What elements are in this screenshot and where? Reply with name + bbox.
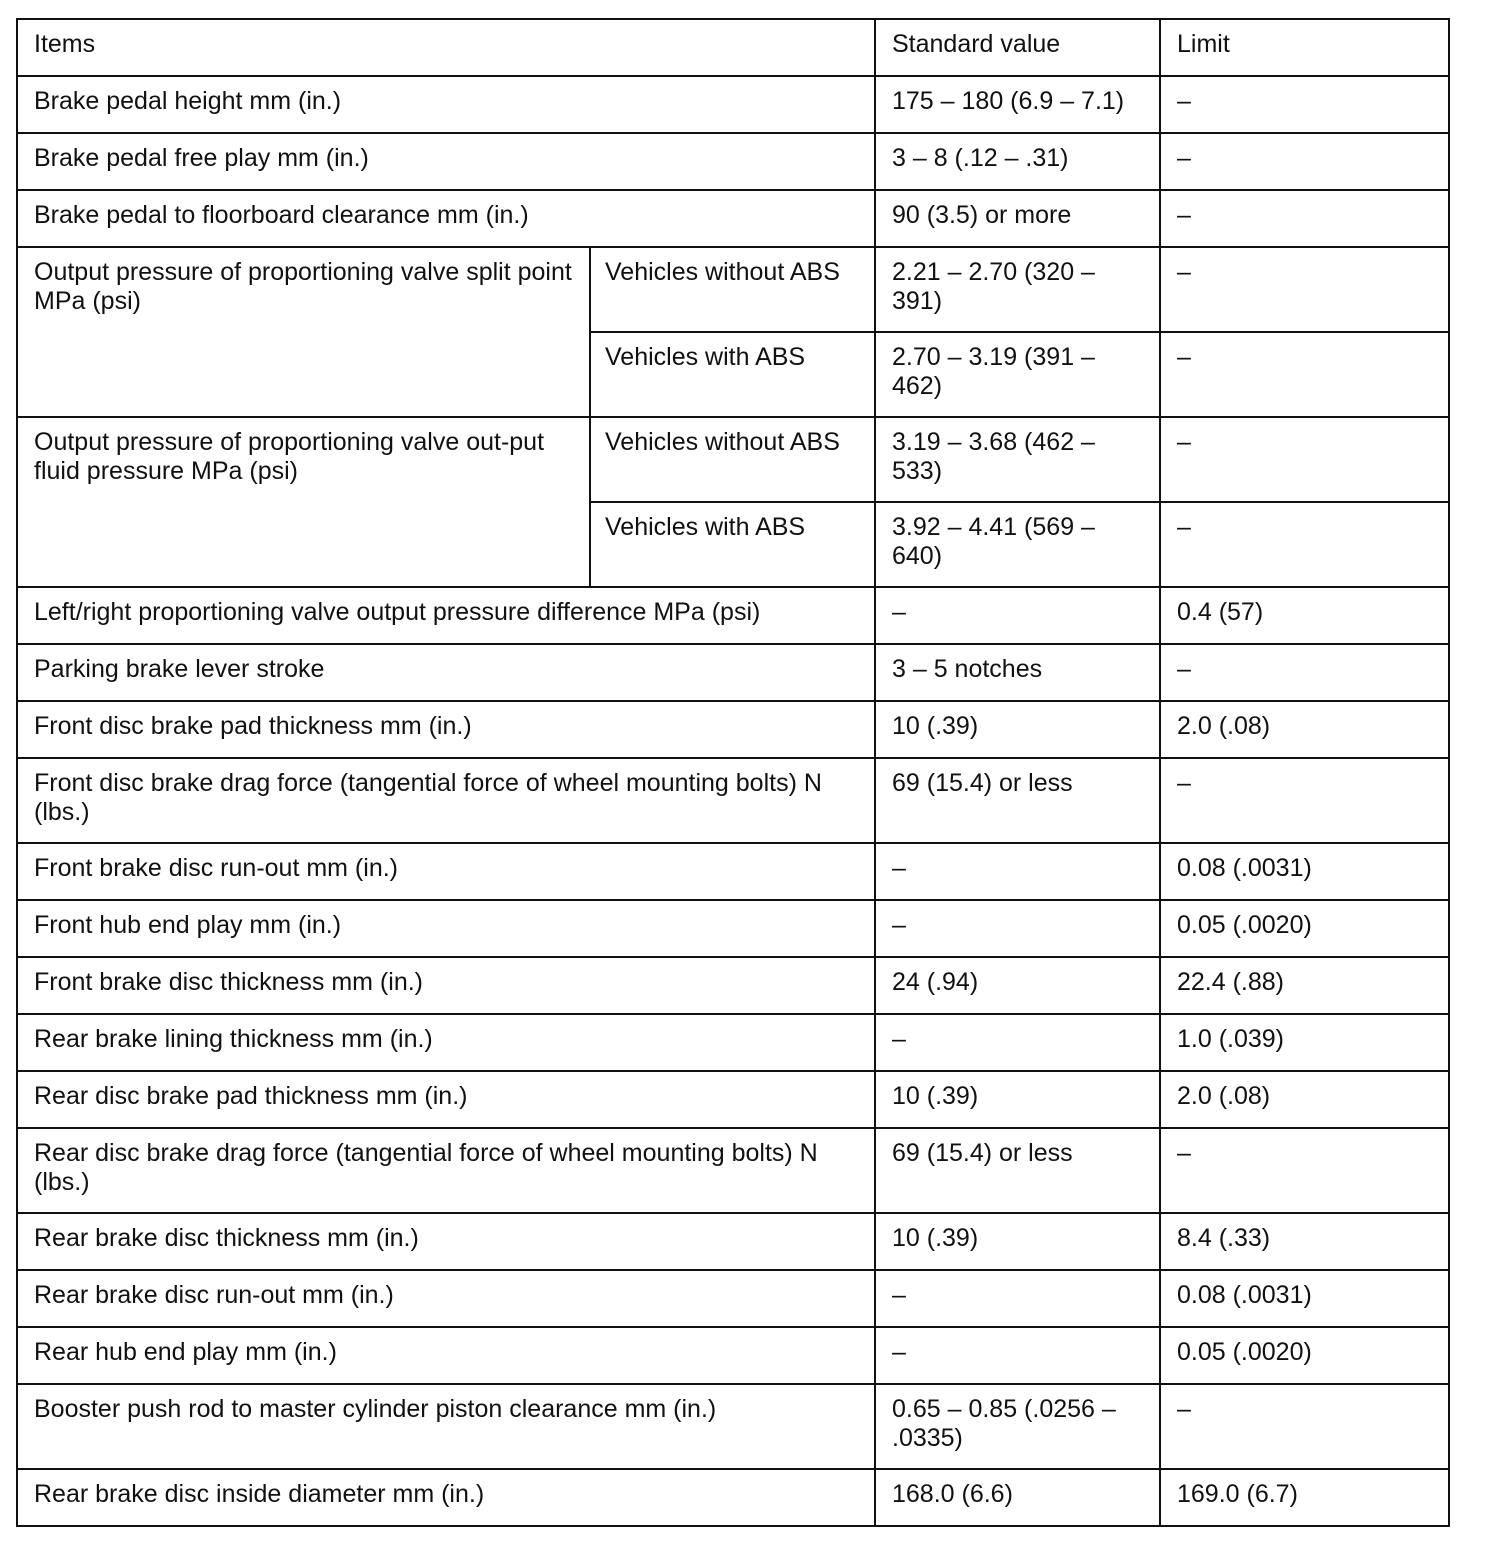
header-limit: Limit — [1160, 19, 1449, 76]
limit-cell: – — [1160, 644, 1449, 701]
header-row — [17, 19, 1449, 76]
standard-value-cell: 90 (3.5) or more — [875, 190, 1160, 247]
limit-cell: 0.08 (.0031) — [1160, 843, 1449, 900]
item-cell: Front brake disc run-out mm (in.) — [17, 843, 875, 900]
table-row — [17, 190, 1449, 247]
table-row — [17, 133, 1449, 190]
item-cell: Rear brake disc thickness mm (in.) — [17, 1213, 875, 1270]
item-cell: Rear brake disc inside diameter mm (in.) — [17, 1469, 875, 1526]
limit-cell: – — [1160, 417, 1449, 502]
item-cell: Rear brake lining thickness mm (in.) — [17, 1014, 875, 1071]
table-row — [17, 758, 1449, 843]
limit-cell: 1.0 (.039) — [1160, 1014, 1449, 1071]
item-cell: Rear brake disc run-out mm (in.) — [17, 1270, 875, 1327]
condition-cell: Vehicles without ABS — [590, 417, 875, 502]
standard-value-cell: 2.70 – 3.19 (391 – 462) — [875, 332, 1160, 417]
table-row — [17, 1469, 1449, 1526]
table-row — [17, 587, 1449, 644]
item-cell: Brake pedal height mm (in.) — [17, 76, 875, 133]
limit-cell: 2.0 (.08) — [1160, 1071, 1449, 1128]
limit-cell: – — [1160, 1128, 1449, 1213]
limit-cell: – — [1160, 247, 1449, 332]
standard-value-cell: 3 – 5 notches — [875, 644, 1160, 701]
standard-value-cell: 0.65 – 0.85 (.0256 – .0335) — [875, 1384, 1160, 1469]
standard-value-cell: – — [875, 1270, 1160, 1327]
limit-cell: – — [1160, 332, 1449, 417]
item-cell: Front disc brake pad thickness mm (in.) — [17, 701, 875, 758]
standard-value-cell: 3 – 8 (.12 – .31) — [875, 133, 1160, 190]
limit-cell: 0.05 (.0020) — [1160, 900, 1449, 957]
item-cell: Brake pedal free play mm (in.) — [17, 133, 875, 190]
limit-cell: 0.05 (.0020) — [1160, 1327, 1449, 1384]
table-row — [17, 843, 1449, 900]
table-row — [17, 247, 1449, 332]
item-cell: Brake pedal to floorboard clearance mm (in.) — [17, 190, 875, 247]
table-row — [17, 1384, 1449, 1469]
limit-cell: – — [1160, 502, 1449, 587]
item-cell: Parking brake lever stroke — [17, 644, 875, 701]
condition-cell: Vehicles with ABS — [590, 502, 875, 587]
condition-cell: Vehicles with ABS — [590, 332, 875, 417]
standard-value-cell: 10 (.39) — [875, 701, 1160, 758]
limit-cell: 0.08 (.0031) — [1160, 1270, 1449, 1327]
item-cell: Booster push rod to master cylinder piston clearance mm (in.) — [17, 1384, 875, 1469]
standard-value-cell: 3.92 – 4.41 (569 – 640) — [875, 502, 1160, 587]
item-cell: Rear disc brake pad thickness mm (in.) — [17, 1071, 875, 1128]
table-row — [17, 76, 1449, 133]
standard-value-cell: 168.0 (6.6) — [875, 1469, 1160, 1526]
limit-cell: 0.4 (57) — [1160, 587, 1449, 644]
standard-value-cell: 2.21 – 2.70 (320 – 391) — [875, 247, 1160, 332]
item-cell: Left/right proportioning valve output pressure difference MPa (psi) — [17, 587, 875, 644]
standard-value-cell: 10 (.39) — [875, 1213, 1160, 1270]
item-cell: Rear disc brake drag force (tangential force of wheel mounting bolts) N (lbs.) — [17, 1128, 875, 1213]
table-row — [17, 1128, 1449, 1213]
limit-cell: 8.4 (.33) — [1160, 1213, 1449, 1270]
standard-value-cell: 69 (15.4) or less — [875, 758, 1160, 843]
header-standard-value: Standard value — [875, 19, 1160, 76]
table-row — [17, 417, 1449, 502]
standard-value-cell: 175 – 180 (6.9 – 7.1) — [875, 76, 1160, 133]
item-cell: Front brake disc thickness mm (in.) — [17, 957, 875, 1014]
limit-cell: 169.0 (6.7) — [1160, 1469, 1449, 1526]
standard-value-cell: 3.19 – 3.68 (462 – 533) — [875, 417, 1160, 502]
standard-value-cell: – — [875, 900, 1160, 957]
item-cell: Front hub end play mm (in.) — [17, 900, 875, 957]
brake-specification-table — [16, 18, 1450, 1527]
standard-value-cell: – — [875, 1327, 1160, 1384]
table-row — [17, 1071, 1449, 1128]
limit-cell: 2.0 (.08) — [1160, 701, 1449, 758]
table-row — [17, 701, 1449, 758]
limit-cell: – — [1160, 1384, 1449, 1469]
condition-cell: Vehicles without ABS — [590, 247, 875, 332]
standard-value-cell: – — [875, 1014, 1160, 1071]
item-cell: Front disc brake drag force (tangential force of wheel mounting bolts) N (lbs.) — [17, 758, 875, 843]
table-row — [17, 957, 1449, 1014]
table-row — [17, 644, 1449, 701]
limit-cell: – — [1160, 76, 1449, 133]
standard-value-cell: 24 (.94) — [875, 957, 1160, 1014]
limit-cell: 22.4 (.88) — [1160, 957, 1449, 1014]
item-cell: Rear hub end play mm (in.) — [17, 1327, 875, 1384]
header-items: Items — [17, 19, 875, 76]
item-cell: Output pressure of proportioning valve split point MPa (psi) — [17, 247, 590, 417]
limit-cell: – — [1160, 133, 1449, 190]
table-row — [17, 1327, 1449, 1384]
table-row — [17, 900, 1449, 957]
standard-value-cell: – — [875, 843, 1160, 900]
standard-value-cell: 69 (15.4) or less — [875, 1128, 1160, 1213]
item-cell: Output pressure of proportioning valve out-put fluid pressure MPa (psi) — [17, 417, 590, 587]
limit-cell: – — [1160, 758, 1449, 843]
limit-cell: – — [1160, 190, 1449, 247]
table-row — [17, 1213, 1449, 1270]
table-row — [17, 1014, 1449, 1071]
standard-value-cell: 10 (.39) — [875, 1071, 1160, 1128]
standard-value-cell: – — [875, 587, 1160, 644]
table-row — [17, 1270, 1449, 1327]
